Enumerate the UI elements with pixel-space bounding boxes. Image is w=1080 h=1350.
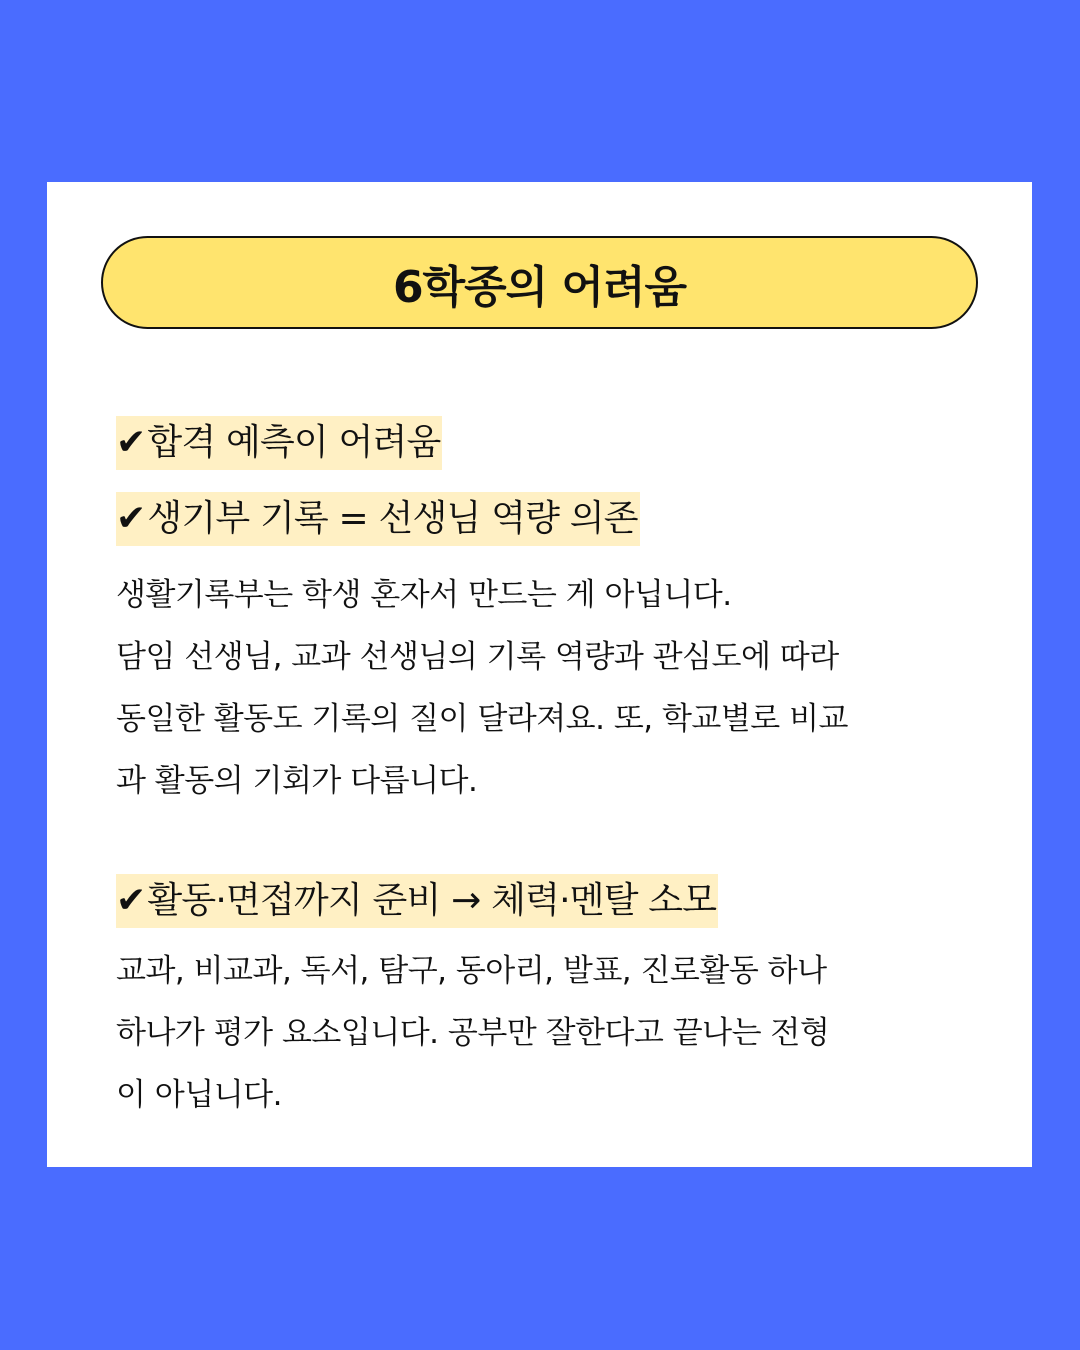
content-body — [116, 416, 976, 1126]
section-body — [116, 940, 976, 1126]
body-line: 생활기록부는 학생 혼자서 만드는 게 아닙니다. — [116, 577, 732, 613]
section-heading — [116, 492, 640, 546]
checkmark-icon: ✔ — [116, 498, 146, 539]
body-line: 과 활동의 기회가 다릅니다. — [116, 763, 478, 799]
section-heading-text: 활동·면접까지 준비 → 체력·멘탈 소모 — [147, 880, 717, 921]
section-2 — [116, 492, 976, 546]
section-3 — [116, 874, 976, 928]
body-line: 이 아닙니다. — [116, 1077, 282, 1113]
page-title: 6학종의 어려움 — [393, 261, 686, 313]
body-line: 담임 선생님, 교과 선생님의 기록 역량과 관심도에 따라 — [116, 639, 839, 675]
section-heading-text: 합격 예측이 어려움 — [147, 422, 441, 463]
checkmark-icon: ✔ — [116, 880, 146, 921]
content-card — [47, 182, 1032, 1167]
body-line: 동일한 활동도 기록의 질이 달라져요. 또, 학교별로 비교 — [116, 701, 848, 737]
body-line: 교과, 비교과, 독서, 탐구, 동아리, 발표, 진로활동 하나 — [116, 953, 827, 989]
checkmark-icon: ✔ — [116, 422, 146, 463]
body-line: 하나가 평가 요소입니다. 공부만 잘한다고 끝나는 전형 — [116, 1015, 830, 1051]
section-heading — [116, 874, 718, 928]
section-body — [116, 564, 976, 812]
section-heading — [116, 416, 442, 470]
title-pill — [101, 236, 978, 329]
section-heading-text: 생기부 기록 = 선생님 역량 의존 — [147, 498, 638, 539]
section-1 — [116, 416, 976, 470]
